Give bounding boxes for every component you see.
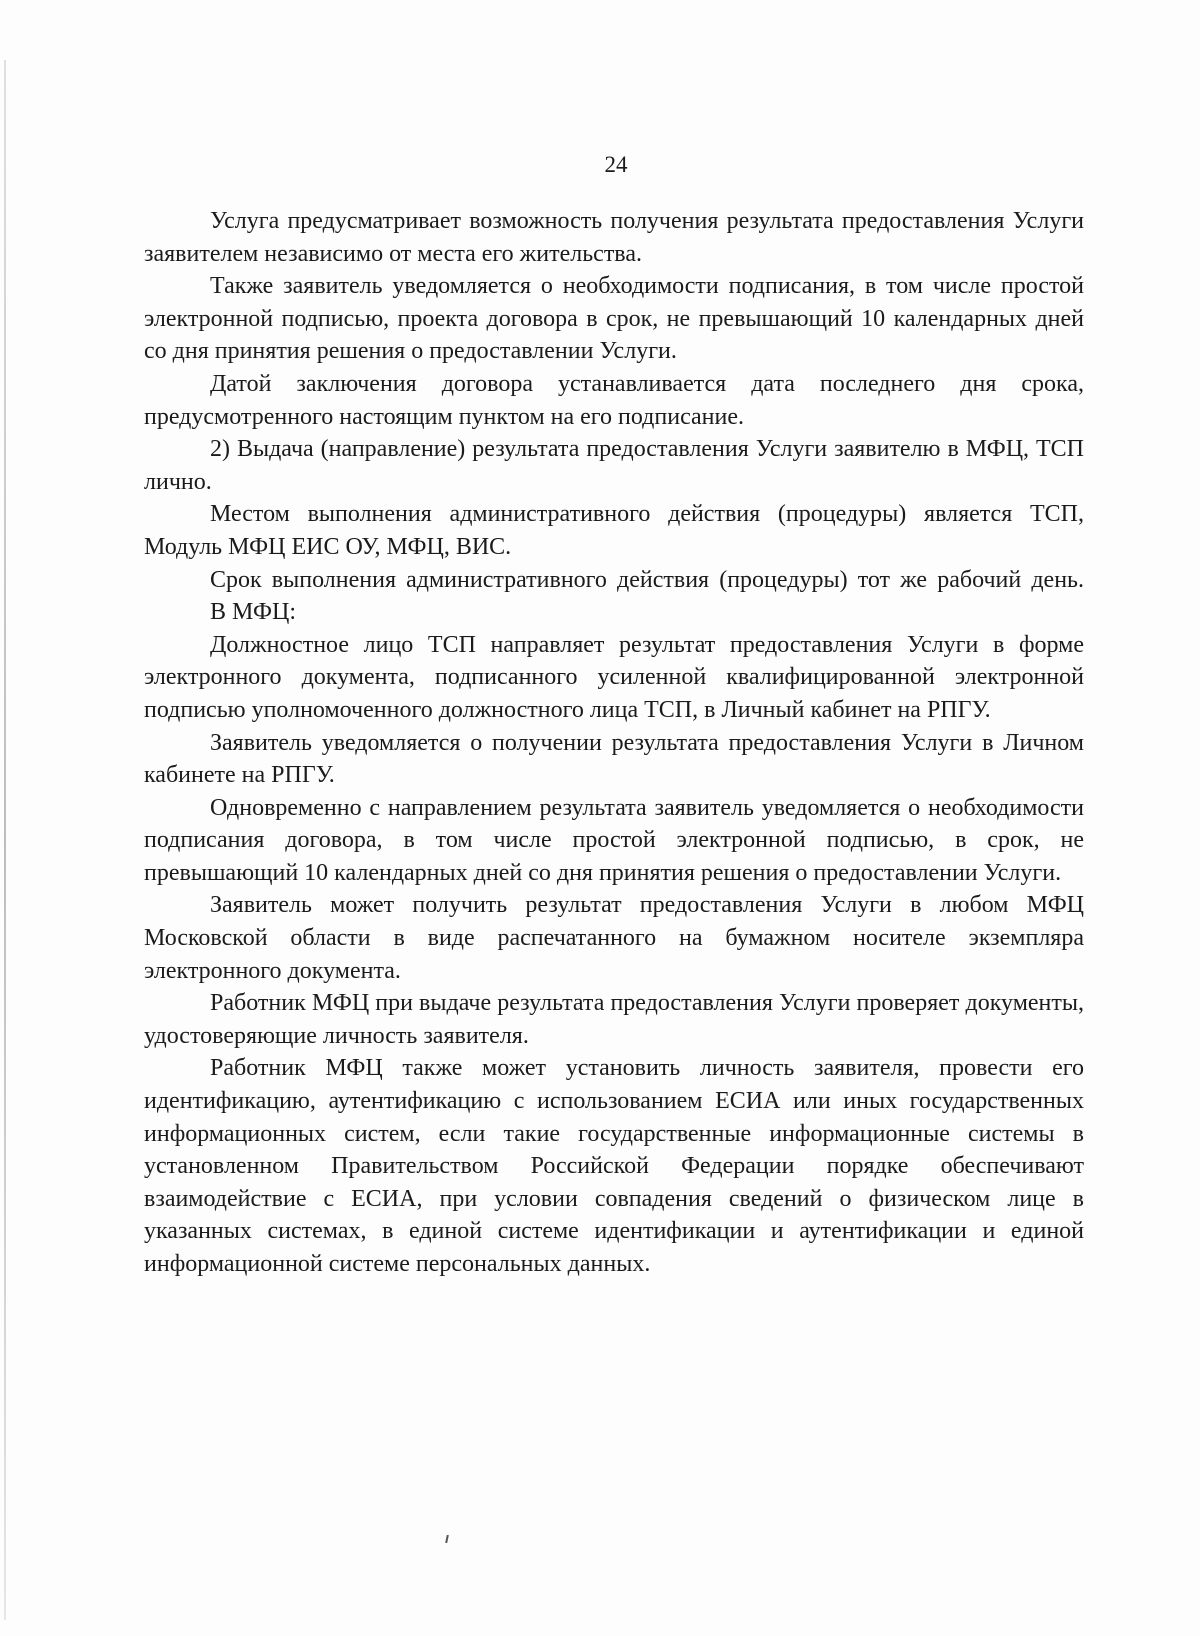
paragraph: Срок выполнения административного действия (процедуры) тот же рабочий день. xyxy=(210,566,1084,593)
paragraph: Также заявитель уведомляется о необходимости подписания, в том числе простой электронной подписью, проекта договора в срок, не превышающий 10 календарных дней со дня принятия решения о предоставлении Услуги. xyxy=(144,273,1084,365)
scan-edge-shadow xyxy=(4,60,6,1620)
paragraph: Должностное лицо ТСП направляет результат предоставления Услуги в форме электронного документа, подписанного усиленной квалифицированной электронной подписью уполномоченного должностного лица ТСП, в Личный кабинет на РПГУ. xyxy=(144,631,1084,723)
paragraph: Одновременно с направлением результата заявитель уведомляется о необходимости подписания договора, в том числе простой электронной подписью, в срок, не превышающий 10 календарных дней со дня принятия решения о предоставлении Услуги. xyxy=(144,794,1084,886)
page-number: 24 xyxy=(604,152,628,177)
paragraph: В МФЦ: xyxy=(210,599,296,626)
paragraph: 2) Выдача (направление) результата предоставления Услуги заявителю в МФЦ, ТСП лично. xyxy=(144,436,1084,495)
paragraph: Работник МФЦ также может установить личность заявителя, провести его идентификацию, аутентификацию с использованием ЕСИА или иных государственных информационных систем, если такие государственные информационные системы в установленном Правительством Российской Федерации порядке обеспечивают взаимодействие с ЕСИА, при условии совпадения сведений о физическом лице в указанных системах, в единой системе идентификации и аутентификации и единой информационной системе персональных данных. xyxy=(144,1055,1084,1277)
paragraph: Датой заключения договора устанавливается дата последнего дня срока, предусмотренного настоящим пунктом на его подписание. xyxy=(144,370,1084,430)
paragraph: Услуга предусматривает возможность получения результата предоставления Услуги заявителем независимо от места его жительства. xyxy=(144,208,1084,267)
scan-speck xyxy=(445,1535,449,1543)
paragraph: Заявитель уведомляется о получении результата предоставления Услуги в Личном кабинете на РПГУ. xyxy=(144,729,1084,789)
paragraph: Местом выполнения административного действия (процедуры) является ТСП, Модуль МФЦ ЕИС ОУ, МФЦ, ВИС. xyxy=(144,501,1084,560)
paragraph: Работник МФЦ при выдаче результата предоставления Услуги проверяет документы, удостоверяющие личность заявителя. xyxy=(144,990,1084,1049)
paragraph: Заявитель может получить результат предоставления Услуги в любом МФЦ Московской области в виде распечатанного на бумажном носителе экземпляра электронного документа. xyxy=(144,892,1084,984)
document-body xyxy=(144,205,1084,1281)
